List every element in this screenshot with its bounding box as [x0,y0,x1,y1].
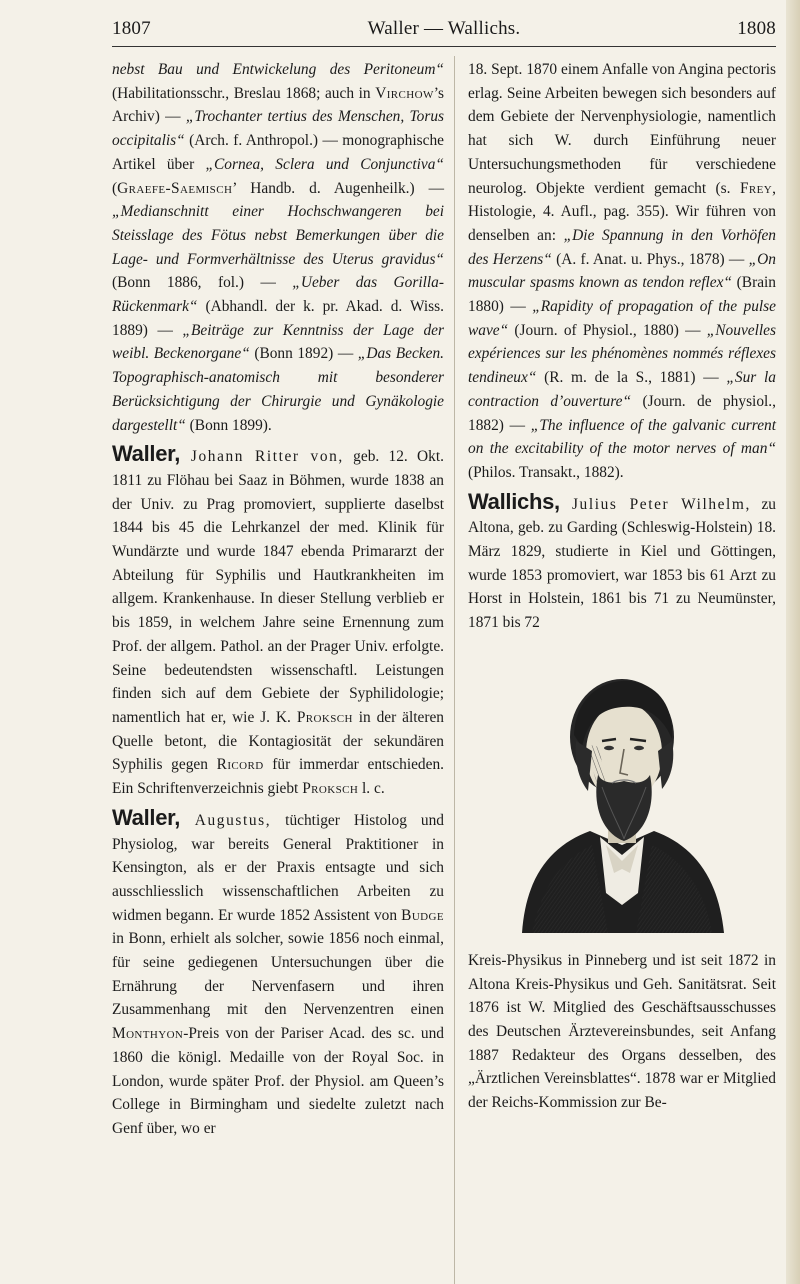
text-run: tüchtiger Histolog und Physiolog, war bereits General Praktitioner in Kensington, als er der Praxis entsagte und sich ausschliesslich wissenschaftlichen Arbeiten zu widmen begann. Er wurde 1852 Assistent von [112,811,444,924]
text-run: ( [112,179,118,197]
italic-run: „Cornea, Sclera und Conjunctiva“ [205,155,444,173]
entry-wallichs-continued [468,949,776,1115]
italic-run: „On muscular spasms known as tendon reflex“ [468,250,776,292]
text-run: (Journ. de physiol., 1882) — [468,392,777,434]
header-rule [112,46,776,47]
entry-continuation [112,58,444,437]
right-column [468,58,776,1115]
smallcaps-name: Proksch [302,780,359,798]
spaced-name: Johann Ritter von, [180,448,344,466]
italic-run: „Ueber das Gorilla-Rückenmark“ [112,274,444,316]
portrait-engraving [512,655,732,933]
headword: Waller, [112,441,181,467]
text-run: (Brain 1880) — [468,274,776,316]
entry-waller-augustus [112,806,444,1141]
text-run: (Habilitationsschr., Breslau 1868; auch in [112,84,376,102]
text-run: (Bonn 1899). [185,416,272,434]
italic-run: „Das Becken. Topographisch-anatomisch mit besonderer Berücksichtigung der Chirurgie und Gynäkologie dargestellt“ [112,345,444,434]
text-run: l. c. [358,780,385,798]
smallcaps-name: Virchow [375,84,434,102]
running-title: Waller — Wallichs. [367,18,521,39]
italic-run: „Beiträge zur Kenntniss der Lage der weibl. Beckenorgane“ [112,321,444,363]
page-number-right: 1808 [737,18,776,39]
text-run: (Abhandl. der k. pr. Akad. d. Wiss. 1889) — [112,298,444,339]
portrait-image [512,655,732,933]
entry-continuation [468,58,776,485]
text-run: geb. 12. Okt. 1811 zu Flöhau bei Saaz in Böhmen, wurde 1838 an der Univ. zu Prag promoviert, supplierte daselbst 1844 bis 45 die Lehrkanzel der med. Klinik für Wundärzte und wurde 1847 ebenda Primararzt der Abteilung für Syphilis und Hautkrankheiten im allgem. Krankenhause. In dieser Stellung verblieb er bis 1859, in welchem Jahre seine Ernennung zum Prof. der allgem. Pathol. an der Prager Univ. erfolgte. Seine bedeutendsten wissenschaftl. Leistungen finden sich auf dem Gebiete der Syphilidologie; namentlich hat er, wie J. K. [112,448,444,726]
text-run: ’s Archiv) — [112,84,444,126]
italic-run: „Trochanter tertius des Menschen, Torus occipitalis“ [112,108,445,150]
entry-wallichs [468,490,776,635]
column-divider [454,56,455,1284]
italic-run: „Die Spannung in den Vorhöfen des Herzens“ [468,226,776,268]
italic-run: „Rapidity of propagation of the pulse wave“ [468,298,776,339]
text-run: (Arch. f. Anthropol.) — monographische Artikel über [112,132,444,173]
text-run: (Philos. Transakt., 1882). [468,463,624,481]
smallcaps-name: Budge [401,906,444,924]
text-run: 18. Sept. 1870 einem Anfalle von Angina pectoris erlag. Seine Arbeiten bewegen sich besonders auf dem Gebiete der Nervenphysiologie, namentlich hat sich W. durch Einführung neuer Untersuchungsmethoden für verschiedene neurolog. Objekte verdient gemacht (s. [468,61,776,197]
text-run: zu Altona, geb. zu Garding (Schleswig-Holstein) 18. März 1829, studierte in Kiel und Göttingen, wurde 1853 promoviert, war 1853 bis 61 Arzt zu Horst in Holstein, 1861 bis 71 zu Neumünster, 1871 bis 72 [468,495,776,632]
headword: Wallichs, [468,488,560,514]
smallcaps-name: Proksch [296,708,353,726]
smallcaps-name: Frey [739,179,773,197]
italic-run: „Medianschnitt einer Hochschwangeren bei Steisslage des Fötus nebst Bemerkungen über die Lage- und Formverhältnisse des Uterus gravidus“ [112,203,444,268]
text-run: (Bonn 1886, fol.) — [112,274,293,292]
spaced-name: Augustus, [180,811,272,829]
text-run: (A. f. Anat. u. Phys., 1878) — [551,250,749,268]
entry-waller-johann [112,442,444,801]
text-run: (Journ. of Physiol., 1880) — [508,321,707,339]
smallcaps-name: Graefe-Saemisch [117,179,233,197]
text-run: ’ Handb. d. Augenheilk.) — [232,179,444,197]
italic-run: „Nouvelles expériences sur les phénomènes nommés réflexes tendineux“ [468,321,776,387]
text-run: in Bonn, erhielt als solcher, sowie 1856 noch einmal, für seine gediegenen Untersuchungen über die Ernährung der Nervenfasern und ihren Zusammenhang mit den Nervenzentren einen [112,930,444,1019]
text-run: (R. m. de la S., 1881) — [536,369,727,387]
smallcaps-name: Monthyon [112,1025,184,1043]
text-run: -Preis von der Pariser Acad. des sc. und 1860 die königl. Medaille von der Royal Soc. in London, wurde später Prof. der Physiol. am Queen’s College in Birmingham und siedelte zuletzt nach Genf über, wo er [112,1025,444,1137]
page-edge [786,0,800,1284]
spaced-name: Julius Peter Wilhelm, [559,495,751,513]
text-run: Kreis-Physikus in Pinneberg und ist seit 1872 in Altona Kreis-Physikus und Geh. Sanitätsrat. Seit 1876 ist W. Mitglied des Geschäftsausschusses des Deutschen Ärztevereinsbundes, seit Anfang 1887 Redakteur des Organs desselben, des „Ärztlichen Vereinsblattes“. 1878 war er Mitglied der Reichs-Kommission zur Be- [468,951,776,1112]
italic-run: „The influence of the galvanic current on the excitability of the motor nerves of man“ [468,416,776,458]
running-header [112,14,776,44]
text-run: (Bonn 1892) — [249,345,358,363]
text-run: , Histologie, 4. Aufl., pag. 355). Wir führen von denselben an: [468,179,776,244]
text-run: für immerdar entschieden. Ein Schriftenverzeichnis giebt [112,756,444,798]
italic-run: „Sur la contraction d’ouverture“ [468,369,776,410]
italic-run: nebst Bau und Entwickelung des Peritoneum“ [112,61,444,78]
left-column [112,58,444,1141]
page-number-left: 1807 [112,18,151,39]
smallcaps-name: Ricord [216,756,264,774]
text-run: in der älteren Quelle betont, die Kontagiosität der sekundären Syphilis gegen [112,708,444,774]
headword: Waller, [112,804,181,830]
